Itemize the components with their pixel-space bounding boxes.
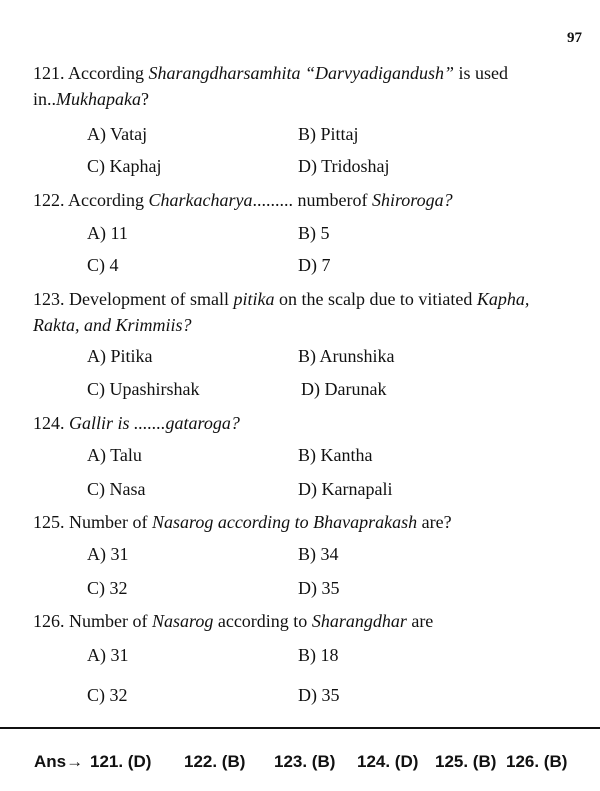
- q121-option-b: B) Pittaj: [298, 124, 359, 144]
- answer-key-label: Ans→: [34, 752, 84, 771]
- q121-option-d: D) Tridoshaj: [298, 156, 390, 176]
- answer-122: 122. (B): [184, 752, 246, 771]
- question-121: [33, 60, 508, 112]
- question-122: [33, 187, 453, 213]
- q125-option-b: B) 34: [298, 544, 339, 564]
- answer-126: 126. (B): [506, 752, 568, 771]
- q123-option-a: A) Pitika: [87, 346, 153, 366]
- question-123-number: 123.: [33, 289, 65, 309]
- answer-124: 124. (D): [357, 752, 419, 771]
- answer-125: 125. (B): [435, 752, 497, 771]
- q125-option-d: D) 35: [298, 578, 340, 598]
- question-125: [33, 509, 452, 535]
- q125-option-a: A) 31: [87, 544, 129, 564]
- q124-option-d: D) Karnapali: [298, 479, 393, 499]
- arrow-right-icon: →: [66, 752, 84, 771]
- q126-option-c: C) 32: [87, 685, 128, 705]
- q124-option-c: C) Nasa: [87, 479, 146, 499]
- q121-option-c: C) Kaphaj: [87, 156, 162, 176]
- answer-123: 123. (B): [274, 752, 336, 771]
- q122-option-d: D) 7: [298, 255, 331, 275]
- q123-option-c: C) Upashirshak: [87, 379, 200, 399]
- answer-121: 121. (D): [90, 752, 152, 771]
- page-number: 97: [567, 30, 582, 46]
- q124-option-b: B) Kantha: [298, 445, 373, 465]
- question-126-line-1: 126. Number of Nasarog according to Sharangdhar are: [33, 611, 434, 631]
- q126-option-d: D) 35: [298, 685, 340, 705]
- question-124-number: 124.: [33, 413, 65, 433]
- question-123-line-1: 123. Development of small pitika on the scalp due to vitiated Kapha,: [33, 289, 530, 309]
- question-125-number: 125.: [33, 512, 65, 532]
- question-126-number: 126.: [33, 611, 65, 631]
- question-126: [33, 608, 433, 634]
- q122-option-b: B) 5: [298, 223, 330, 243]
- q126-option-a: A) 31: [87, 645, 129, 665]
- q125-option-c: C) 32: [87, 578, 128, 598]
- question-121-number: 121.: [33, 63, 65, 83]
- answer-divider: [0, 727, 600, 729]
- q123-option-d: D) Darunak: [301, 379, 387, 399]
- question-121-line-1: 121. According Sharangdharsamhita “Darvyadigandush” is used: [33, 63, 509, 83]
- question-125-line-1: 125. Number of Nasarog according to Bhavaprakash are?: [33, 512, 452, 532]
- q123-option-b: B) Arunshika: [298, 346, 395, 366]
- question-123-line-2: Rakta, and Krimmiis?: [33, 315, 192, 335]
- question-124-line-1: 124. Gallir is .......gataroga?: [33, 413, 240, 433]
- q122-option-c: C) 4: [87, 255, 119, 275]
- question-122-number: 122.: [33, 190, 65, 210]
- q126-option-b: B) 18: [298, 645, 339, 665]
- q121-option-a: A) Vataj: [87, 124, 148, 144]
- question-122-line-1: 122. According Charkacharya......... numberof Shiroroga?: [33, 190, 453, 210]
- question-124: [33, 410, 240, 436]
- q122-option-a: A) 11: [87, 223, 128, 243]
- q124-option-a: A) Talu: [87, 445, 142, 465]
- question-123: [33, 286, 529, 338]
- question-121-line-2: in..Mukhapaka?: [33, 89, 149, 109]
